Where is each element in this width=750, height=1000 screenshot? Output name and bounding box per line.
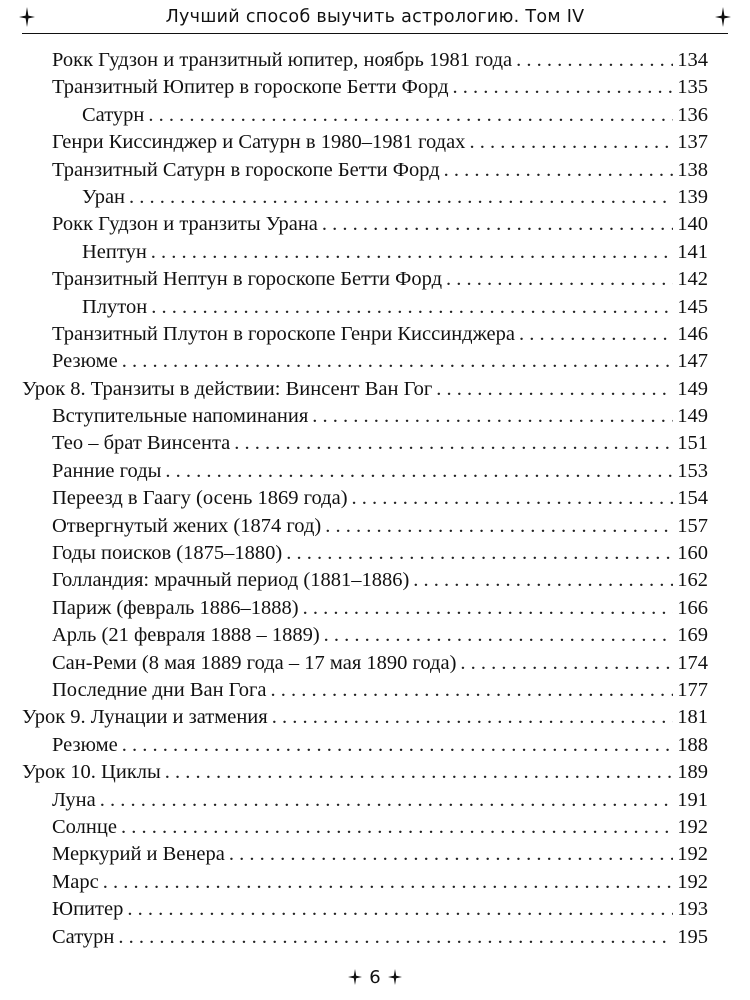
toc-entry [22, 841, 708, 868]
toc-entry [22, 814, 708, 841]
toc-entry-title: Резюме [52, 733, 118, 756]
toc-entry-title: Урок 8. Транзиты в действии: Винсент Ван Гог [22, 377, 433, 400]
dot-leader [286, 540, 673, 567]
toc-entry [22, 677, 708, 704]
toc-entry-page: 136 [677, 103, 708, 126]
toc-entry-page: 195 [677, 925, 708, 948]
ornament-star-icon [347, 968, 363, 986]
toc-entry-title: Уран [82, 185, 126, 208]
toc-entry-page: 188 [677, 733, 708, 756]
dot-leader [325, 513, 673, 540]
toc-entry-page: 151 [677, 432, 708, 455]
toc-entry [22, 485, 708, 512]
dot-leader [272, 704, 674, 731]
toc-entry-page: 174 [677, 651, 708, 674]
table-of-contents [22, 47, 708, 951]
dot-leader [151, 239, 673, 266]
toc-entry-page: 192 [677, 815, 708, 838]
toc-entry-title: Солнце [52, 815, 117, 838]
dot-leader [453, 74, 674, 101]
toc-entry-page: 189 [677, 761, 708, 784]
toc-entry [22, 759, 708, 786]
toc-entry [22, 430, 708, 457]
toc-entry-title: Вступительные напоминания [52, 405, 309, 428]
dot-leader [436, 376, 673, 403]
toc-entry-title: Отвергнутый жених (1874 год) [52, 514, 322, 537]
toc-entry [22, 732, 708, 759]
toc-entry [22, 239, 708, 266]
toc-entry-title: Марс [52, 870, 99, 893]
toc-entry-title: Луна [52, 788, 96, 811]
toc-entry-page: 166 [677, 596, 708, 619]
toc-entry-page: 154 [677, 487, 708, 510]
toc-entry-page: 153 [677, 459, 708, 482]
dot-leader [324, 622, 674, 649]
dot-leader [165, 458, 673, 485]
toc-entry-title: Сан-Реми (8 мая 1889 года – 17 мая 1890 года) [52, 651, 457, 674]
toc-entry [22, 896, 708, 923]
toc-entry-title: Транзитный Сатурн в гороскопе Бетти Форд [52, 158, 440, 181]
toc-entry-page: 177 [677, 678, 708, 701]
toc-entry-page: 162 [677, 569, 708, 592]
toc-entry-title: Урок 10. Циклы [22, 761, 161, 784]
toc-entry [22, 266, 708, 293]
toc-entry-page: 160 [677, 542, 708, 565]
toc-entry [22, 513, 708, 540]
toc-entry [22, 157, 708, 184]
dot-leader [234, 430, 673, 457]
toc-entry [22, 294, 708, 321]
toc-entry-title: Сатурн [52, 925, 115, 948]
toc-entry-title: Ранние годы [52, 459, 162, 482]
toc-entry-page: 145 [677, 295, 708, 318]
dot-leader [413, 567, 673, 594]
dot-leader [229, 841, 673, 868]
ornament-star-icon [18, 6, 36, 28]
toc-entry-page: 142 [677, 268, 708, 291]
toc-entry [22, 458, 708, 485]
toc-entry [22, 184, 708, 211]
header-divider [22, 33, 728, 34]
toc-entry-page: 181 [677, 706, 708, 729]
dot-leader [444, 157, 674, 184]
toc-entry-title: Рокк Гудзон и транзитный юпитер, ноябрь 1981 года [52, 49, 513, 71]
dot-leader [312, 403, 673, 430]
dot-leader [303, 595, 674, 622]
dot-leader [129, 184, 673, 211]
dot-leader [519, 321, 673, 348]
dot-leader [516, 47, 673, 74]
toc-entry-title: Нептун [82, 240, 147, 263]
toc-entry-title: Резюме [52, 350, 118, 373]
ornament-star-icon [714, 6, 732, 28]
toc-entry-title: Арль (21 февраля 1888 – 1889) [52, 624, 320, 647]
toc-entry [22, 622, 708, 649]
toc-entry-title: Рокк Гудзон и транзиты Урана [52, 213, 318, 236]
toc-entry-title: Париж (февраль 1886–1888) [52, 596, 299, 619]
toc-entry [22, 47, 708, 74]
toc-entry-page: 149 [677, 405, 708, 428]
toc-entry [22, 567, 708, 594]
toc-entry-title: Голландия: мрачный период (1881–1886) [52, 569, 410, 592]
page-number: 6 [369, 966, 381, 988]
toc-entry-page: 138 [677, 158, 708, 181]
toc-entry-title: Транзитный Плутон в гороскопе Генри Киссинджера [52, 322, 515, 345]
toc-entry-title: Транзитный Юпитер в гороскопе Бетти Форд [52, 76, 449, 99]
toc-entry-page: 134 [677, 49, 708, 71]
toc-entry [22, 869, 708, 896]
toc-entry [22, 348, 708, 375]
dot-leader [121, 814, 673, 841]
toc-entry [22, 650, 708, 677]
toc-entry-page: 193 [677, 898, 708, 921]
dot-leader [100, 787, 674, 814]
dot-leader [103, 869, 674, 896]
dot-leader [460, 650, 673, 677]
toc-entry-title: Меркурий и Венера [52, 843, 225, 866]
dot-leader [271, 677, 674, 704]
toc-entry-page: 157 [677, 514, 708, 537]
dot-leader [127, 896, 673, 923]
toc-entry [22, 129, 708, 156]
dot-leader [469, 129, 673, 156]
dot-leader [352, 485, 674, 512]
toc-entry-page: 149 [677, 377, 708, 400]
toc-entry-page: 192 [677, 870, 708, 893]
toc-entry [22, 704, 708, 731]
toc-entry [22, 321, 708, 348]
running-title: Лучший способ выучить астрологию. Том IV [165, 7, 585, 27]
toc-entry-page: 141 [677, 240, 708, 263]
toc-entry-page: 139 [677, 185, 708, 208]
toc-entry-title: Урок 9. Лунации и затмения [22, 706, 268, 729]
toc-entry [22, 924, 708, 951]
toc-entry-page: 146 [677, 322, 708, 345]
toc-entry-page: 147 [677, 350, 708, 373]
toc-entry [22, 102, 708, 129]
toc-entry [22, 211, 708, 238]
toc-entry-title: Транзитный Нептун в гороскопе Бетти Форд [52, 268, 443, 291]
toc-entry [22, 376, 708, 403]
toc-entry [22, 403, 708, 430]
toc-entry-title: Переезд в Гаагу (осень 1869 года) [52, 487, 348, 510]
toc-entry-page: 191 [677, 788, 708, 811]
dot-leader [446, 266, 673, 293]
toc-entry-title: Генри Киссинджер и Сатурн в 1980–1981 годах [52, 131, 466, 154]
toc-entry-page: 169 [677, 624, 708, 647]
dot-leader [148, 102, 673, 129]
page-header [22, 4, 728, 30]
toc-entry-title: Последние дни Ван Гога [52, 678, 267, 701]
toc-entry-page: 135 [677, 76, 708, 99]
dot-leader [122, 348, 674, 375]
toc-entry-page: 140 [677, 213, 708, 236]
dot-leader [322, 211, 673, 238]
toc-entry-title: Тео – брат Винсента [52, 432, 231, 455]
dot-leader [165, 759, 673, 786]
toc-entry-page: 137 [677, 131, 708, 154]
toc-entry [22, 540, 708, 567]
toc-entry-title: Сатурн [82, 103, 145, 126]
toc-entry [22, 74, 708, 101]
dot-leader [122, 732, 674, 759]
dot-leader [151, 294, 673, 321]
toc-entry-title: Годы поисков (1875–1880) [52, 542, 283, 565]
ornament-star-icon [387, 968, 403, 986]
toc-entry-title: Плутон [82, 295, 148, 318]
toc-entry [22, 595, 708, 622]
toc-entry-page: 192 [677, 843, 708, 866]
toc-entry [22, 787, 708, 814]
toc-entry-title: Юпитер [52, 898, 124, 921]
page-footer [0, 963, 750, 991]
dot-leader [118, 924, 673, 951]
